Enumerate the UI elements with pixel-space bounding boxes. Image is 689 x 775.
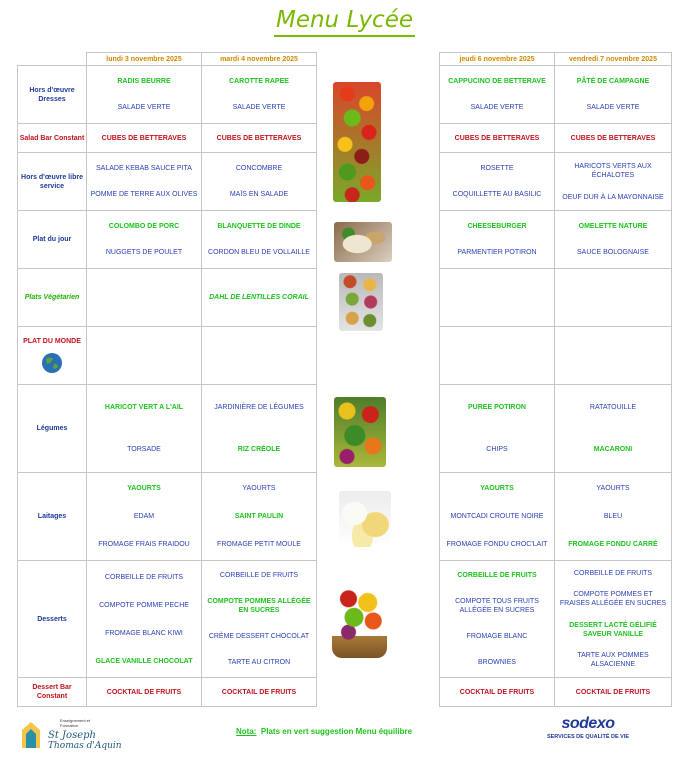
menu-item: CORBEILLE DE FRUITS xyxy=(104,573,184,581)
vegetarian-dish-image xyxy=(339,273,383,331)
row-label-text: PLAT DU MONDE xyxy=(23,338,81,345)
menu-cell xyxy=(555,561,672,678)
menu-item: JARDINIÈRE DE LÉGUMES xyxy=(214,404,304,412)
menu-item: CORBEILLE DE FRUITS xyxy=(573,570,653,578)
school-name-line1: St Joseph xyxy=(48,730,96,741)
fruit-basket-image xyxy=(332,584,387,658)
row-label xyxy=(18,385,87,473)
day-header: lundi 3 novembre 2025 xyxy=(87,53,202,66)
menu-cell xyxy=(202,211,317,269)
globe-icon xyxy=(41,352,63,374)
menu-cell xyxy=(440,269,555,327)
menu-item: MONTCADI CROUTE NOIRE xyxy=(450,512,544,520)
row-label xyxy=(18,327,87,385)
menu-item: CHIPS xyxy=(486,445,508,453)
menu-cell xyxy=(440,153,555,211)
menu-cell xyxy=(440,678,555,707)
menu-cell xyxy=(87,153,202,211)
menu-item: SAUCE BOLOGNAISE xyxy=(577,249,649,257)
menu-cell xyxy=(555,473,672,561)
row-label xyxy=(18,124,87,153)
menu-cell xyxy=(440,211,555,269)
menu-cell xyxy=(87,561,202,678)
menu-cell xyxy=(202,153,317,211)
menu-item: PÂTÉ DE CAMPAGNE xyxy=(576,77,650,85)
menu-item: COCKTAIL DE FRUITS xyxy=(106,688,182,696)
image-column-cell xyxy=(317,327,440,385)
menu-cell xyxy=(202,124,317,153)
note-text: Plats en vert suggestion Menu équilibre xyxy=(260,727,413,736)
menu-cell xyxy=(87,473,202,561)
sodexo-tagline: SERVICES DE QUALITÉ DE VIE xyxy=(546,734,630,740)
menu-item: CORBEILLE DE FRUITS xyxy=(457,572,537,580)
row-label-text: Desserts xyxy=(37,615,67,623)
menu-item: CUBES DE BETTERAVES xyxy=(101,134,187,142)
menu-item: FROMAGE BLANC KIWI xyxy=(105,629,183,637)
menu-item: MAÏS EN SALADE xyxy=(229,191,289,199)
menu-cell xyxy=(440,385,555,473)
row-label-text: Hors d'œuvre Dresses xyxy=(29,86,75,103)
menu-item: DESSERT LACTÉ GÉLIFIÉ SAVEUR VANILLE xyxy=(569,621,657,638)
menu-cell xyxy=(555,327,672,385)
menu-cell xyxy=(555,211,672,269)
menu-cell xyxy=(202,269,317,327)
menu-item: GLACE VANILLE CHOCOLAT xyxy=(95,657,193,665)
menu-item: OMELETTE NATURE xyxy=(578,222,648,230)
menu-cell xyxy=(87,211,202,269)
menu-item: CUBES DE BETTERAVES xyxy=(454,134,540,142)
menu-cell xyxy=(202,327,317,385)
menu-item: COMPOTE POMMES ALLÉGÉE EN SUCRES xyxy=(207,598,311,615)
menu-item: YAOURTS xyxy=(480,485,514,493)
menu-item: COCKTAIL DE FRUITS xyxy=(575,688,651,696)
menu-item: PUREE POTIRON xyxy=(468,404,526,412)
menu-cell xyxy=(440,124,555,153)
menu-cell xyxy=(87,66,202,124)
menu-item: COMPOTE POMMES ET FRAISES ALLÉGÉE EN SUCRES xyxy=(559,591,667,608)
menu-item: CORDON BLEU DE VOLLAILLE xyxy=(208,249,310,257)
menu-cell xyxy=(202,561,317,678)
row-label xyxy=(18,561,87,678)
menu-item: YAOURTS xyxy=(127,485,161,493)
menu-cell xyxy=(440,327,555,385)
menu-item: HARICOT VERT A L'AIL xyxy=(104,404,184,412)
menu-cell xyxy=(202,473,317,561)
menu-item: NUGGETS DE POULET xyxy=(105,249,183,257)
menu-item: COMPOTE POMME PECHE xyxy=(99,601,189,609)
menu-item: YAOURTS xyxy=(242,485,276,493)
menu-item: RATATOUILLE xyxy=(589,404,637,412)
menu-item: PARMENTIER POTIRON xyxy=(457,249,537,257)
menu-item: CRÈME DESSERT CHOCOLAT xyxy=(208,632,310,640)
menu-item: SALADE VERTE xyxy=(470,104,524,112)
menu-cell xyxy=(555,269,672,327)
menu-cell xyxy=(202,385,317,473)
image-column-cell xyxy=(317,678,440,707)
menu-item: COCKTAIL DE FRUITS xyxy=(221,688,297,696)
legumes-image xyxy=(334,397,386,467)
menu-cell xyxy=(87,385,202,473)
menu-item: CUBES DE BETTERAVES xyxy=(570,134,656,142)
menu-item: TARTE AUX POMMES ALSACIENNE xyxy=(577,651,649,668)
menu-item: YAOURTS xyxy=(596,485,630,493)
menu-item: MACARONI xyxy=(593,445,633,453)
row-label xyxy=(18,211,87,269)
menu-item: CORBEILLE DE FRUITS xyxy=(219,572,299,580)
day-header: jeudi 6 novembre 2025 xyxy=(440,53,555,66)
row-label-text: Dessert Bar Constant xyxy=(32,684,72,700)
row-label xyxy=(18,678,87,707)
menu-cell xyxy=(202,678,317,707)
menu-cell xyxy=(87,678,202,707)
menu-item: BLEU xyxy=(603,512,623,520)
menu-row xyxy=(18,327,672,385)
menu-cell xyxy=(440,66,555,124)
menu-item: COQUILLETTE AU BASILIC xyxy=(452,191,542,199)
day-header-row xyxy=(18,53,672,66)
menu-item: CAPPUCINO DE BETTERAVE xyxy=(448,77,546,85)
row-label-text: Plat du jour xyxy=(32,236,72,243)
row-label xyxy=(18,473,87,561)
menu-row xyxy=(18,678,672,707)
menu-item: FROMAGE PETIT MOULE xyxy=(217,540,301,548)
school-small-text: Enseignement et Formation xyxy=(60,718,91,728)
menu-item: DAHL DE LENTILLES CORAIL xyxy=(209,294,309,301)
note-key: Nota: xyxy=(236,727,257,736)
menu-item: BROWNIES xyxy=(477,658,517,666)
menu-item: HARICOTS VERTS AUX ÉCHALOTES xyxy=(574,162,652,179)
menu-item: CHEESEBURGER xyxy=(467,222,527,230)
menu-cell xyxy=(87,327,202,385)
sodexo-brand: sodexo xyxy=(561,715,615,732)
sodexo-logo xyxy=(533,715,643,755)
menu-item: SALADE VERTE xyxy=(117,104,171,112)
school-name-line2: Thomas d'Aquin xyxy=(48,741,122,751)
row-label-text: Hors d'œuvre libre service xyxy=(21,173,83,190)
menu-cell xyxy=(555,124,672,153)
menu-item: CONCOMBRE xyxy=(235,164,283,172)
menu-cell xyxy=(440,473,555,561)
corner-cell xyxy=(18,53,87,66)
menu-cell xyxy=(440,561,555,678)
menu-cell xyxy=(555,385,672,473)
menu-item: TORSADE xyxy=(127,445,161,453)
menu-title: Menu Lycée xyxy=(274,6,415,37)
menu-item: SAINT PAULIN xyxy=(234,512,284,520)
menu-item: TARTE AU CITRON xyxy=(227,658,291,666)
menu-cell xyxy=(555,153,672,211)
row-label xyxy=(18,153,87,211)
row-label xyxy=(18,269,87,327)
footer-note xyxy=(236,727,412,736)
menu-item: FROMAGE FONDU CROC'LAIT xyxy=(446,540,548,548)
menu-item: SALADE VERTE xyxy=(586,104,640,112)
menu-item: OEUF DUR À LA MAYONNAISE xyxy=(562,193,664,201)
image-column-header xyxy=(317,53,440,66)
main-dish-image xyxy=(334,222,392,262)
day-header: vendredi 7 novembre 2025 xyxy=(555,53,672,66)
menu-cell xyxy=(87,269,202,327)
menu-title-wrap xyxy=(0,6,689,37)
school-emblem-icon xyxy=(20,720,42,750)
menu-item: SALADE KEBAB SAUCE PITA xyxy=(96,164,192,172)
menu-item: CUBES DE BETTERAVES xyxy=(216,134,302,142)
menu-item: COMPOTE TOUS FRUITS ALLÉGÉE EN SUCRES xyxy=(455,598,539,615)
menu-cell xyxy=(202,66,317,124)
menu-item: FROMAGE BLANC xyxy=(466,632,528,640)
menu-item: FROMAGE FRAIS FRAIDOU xyxy=(98,540,190,548)
row-label-text: Laitages xyxy=(37,513,67,520)
menu-item: EDAM xyxy=(133,512,155,520)
row-label-text: Légumes xyxy=(36,425,68,432)
dairy-image xyxy=(339,491,391,547)
menu-cell xyxy=(87,124,202,153)
menu-item: RIZ CRÉOLE xyxy=(237,445,281,453)
menu-item: COLOMBO DE PORC xyxy=(108,222,180,230)
menu-item: BLANQUETTE DE DINDE xyxy=(217,222,301,230)
school-logo xyxy=(20,718,130,754)
menu-item: FROMAGE FONDU CARRÉ xyxy=(568,540,658,548)
vegetables-image xyxy=(333,82,381,202)
row-label-text: Plats Végétarien xyxy=(24,294,80,301)
menu-item: COCKTAIL DE FRUITS xyxy=(459,688,535,696)
menu-item: ROSETTE xyxy=(480,164,514,172)
menu-cell xyxy=(555,678,672,707)
row-label-text: Salad Bar Constant xyxy=(19,134,85,142)
menu-item: SALADE VERTE xyxy=(232,104,286,112)
day-header: mardi 4 novembre 2025 xyxy=(202,53,317,66)
menu-cell xyxy=(555,66,672,124)
menu-item: CAROTTE RAPEE xyxy=(229,77,289,85)
row-label xyxy=(18,66,87,124)
menu-item: POMME DE TERRE AUX OLIVES xyxy=(90,191,198,199)
menu-item: RADIS BEURRE xyxy=(117,77,171,85)
